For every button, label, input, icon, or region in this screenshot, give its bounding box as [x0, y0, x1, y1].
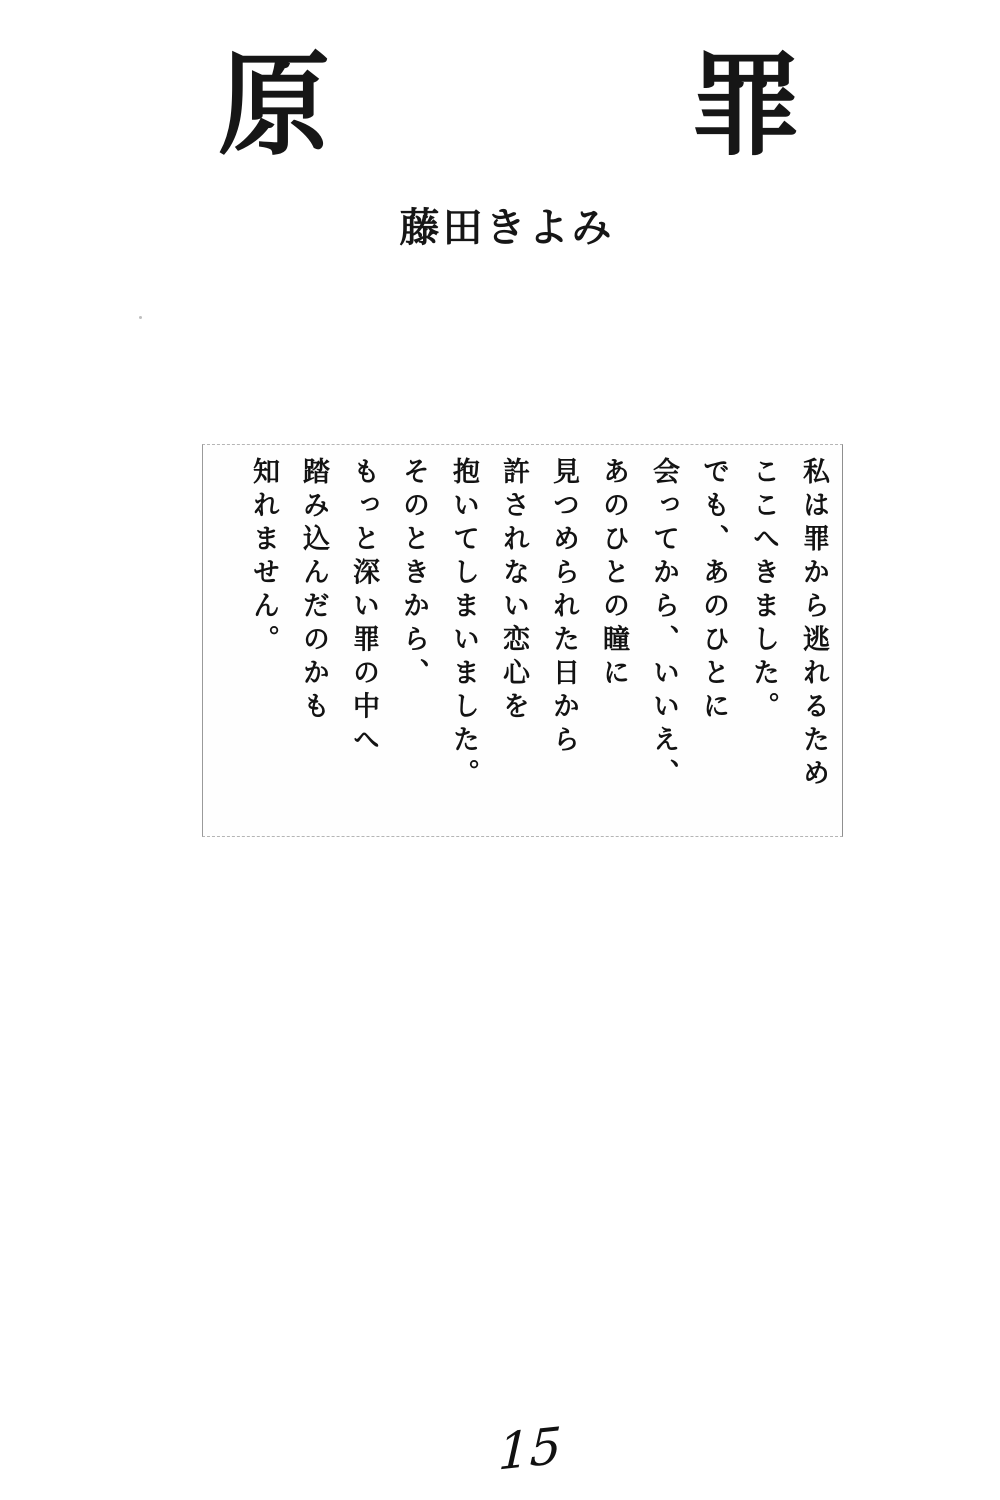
poem-line: 踏み込んだのかも: [298, 457, 329, 725]
poem-line: ここへきました。: [748, 457, 779, 725]
poem-line: でも、あのひとに: [698, 457, 729, 725]
handwritten-page-number: 15: [497, 1416, 563, 1482]
scan-dust-speck: [139, 316, 142, 319]
poem-line: 私は罪から逃れるため: [798, 457, 829, 792]
author-name: 藤田きよみ: [399, 204, 615, 251]
title-char-left: 原: [218, 40, 330, 171]
poem-line: あのひとの瞳に: [598, 457, 629, 692]
poem-line: もっと深い罪の中へ: [348, 457, 379, 759]
poem-line: 許されない恋心を: [498, 457, 529, 725]
poem-line: そのときから、: [398, 457, 429, 692]
poem-line: 見つめられた日から: [548, 457, 579, 759]
poem-line: 会ってから、いいえ、: [648, 457, 679, 792]
page-title: [218, 40, 802, 171]
poem-line: 抱いてしまいました。: [448, 457, 479, 792]
poem-text-box: [202, 444, 843, 837]
title-char-right: 罪: [690, 40, 802, 171]
poem-line: 知れません。: [248, 457, 279, 658]
